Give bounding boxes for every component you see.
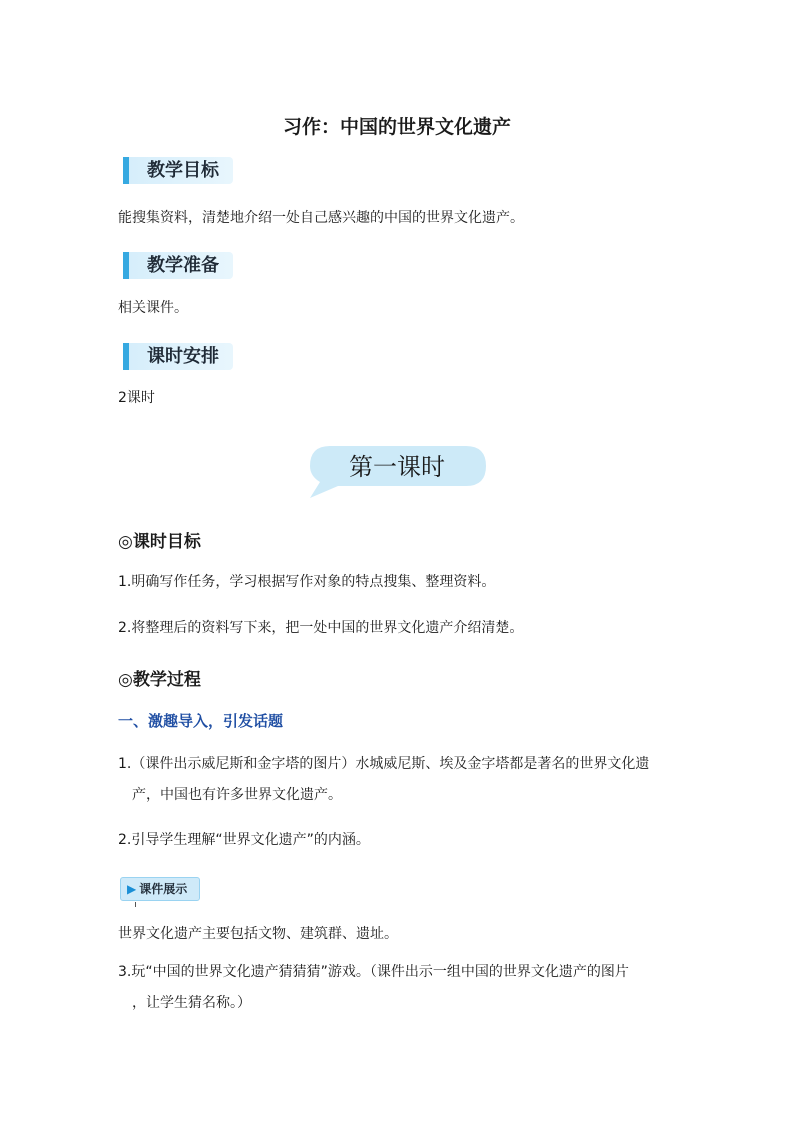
lesson-goal-item-2: 2.将整理后的资料写下来，把一处中国的世界文化遗产介绍清楚。	[118, 620, 524, 636]
section-label-teaching-prep: 教学准备	[123, 252, 233, 279]
courseware-badge-mark	[135, 902, 136, 907]
process-item-3-line-1: 3.玩“中国的世界文化遗产猜猜猜”游戏。（课件出示一组中国的世界文化遗产的图片	[118, 964, 629, 980]
process-item-1-line-2: 产，中国也有许多世界文化遗产。	[132, 787, 342, 803]
lesson-goals-heading: ◎课时目标	[118, 532, 201, 552]
schedule-text: 2课时	[118, 390, 155, 406]
play-triangle-icon: ▶	[127, 882, 137, 896]
lesson-goal-item-1: 1.明确写作任务，学习根据写作对象的特点搜集、整理资料。	[118, 574, 496, 590]
section-label-schedule: 课时安排	[123, 343, 233, 370]
courseware-text: 世界文化遗产主要包括文物、建筑群、遗址。	[118, 926, 398, 942]
process-heading: ◎教学过程	[118, 670, 201, 690]
process-item-2: 2.引导学生理解“世界文化遗产”的内涵。	[118, 832, 370, 848]
process-item-1-line-1: 1.（课件出示威尼斯和金字塔的图片）水城威尼斯、埃及金字塔都是著名的世界文化遗	[118, 756, 650, 772]
process-item-1	[118, 753, 698, 806]
teaching-prep-text: 相关课件。	[118, 300, 188, 316]
process-item-3	[118, 961, 698, 1014]
lesson-badge-label: 第一课时	[349, 453, 445, 481]
section-label-teaching-goals: 教学目标	[123, 157, 233, 184]
lesson-badge	[308, 444, 486, 498]
step1-heading: 一、激趣导入，引发话题	[118, 712, 284, 730]
teaching-goals-text: 能搜集资料，清楚地介绍一处自己感兴趣的中国的世界文化遗产。	[118, 210, 524, 226]
process-item-3-line-2: ，让学生猜名称。）	[132, 995, 251, 1011]
courseware-badge-label: 课件展示	[139, 882, 188, 896]
courseware-badge	[120, 877, 200, 901]
document-title: 习作：中国的世界文化遗产	[282, 116, 511, 138]
